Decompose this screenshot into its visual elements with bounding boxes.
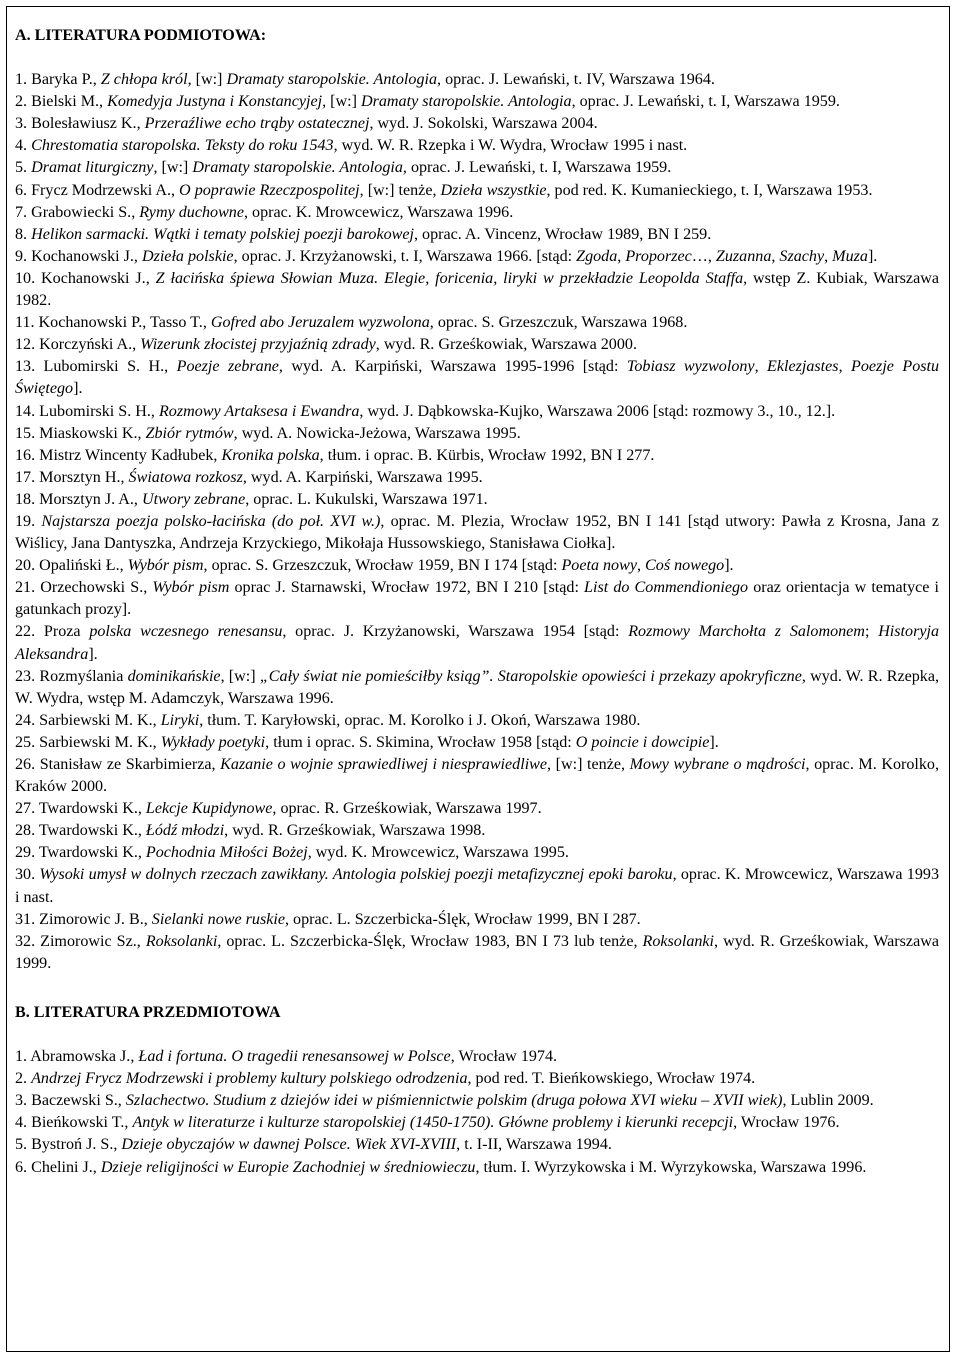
bibliography-entry	[15, 268, 939, 312]
entry-text: , t. I-II, Warszawa 1994.	[456, 1136, 612, 1154]
entry-text: 2. Bielski M.,	[15, 93, 108, 111]
entry-text: ].	[709, 733, 719, 751]
entry-text: , tłum. T. Karyłowski, oprac. M. Korolko i J. Okoń, Warszawa 1980.	[199, 711, 641, 729]
entry-title: Liryki	[160, 711, 200, 729]
entry-title: Roksolanki	[642, 932, 715, 950]
bibliography-entry	[15, 555, 939, 577]
bibliography-entry	[15, 1090, 939, 1112]
entry-text: 16. Mistrz Wincenty Kadłubek,	[15, 446, 222, 464]
entry-title: Poezje Postu Świętego	[15, 358, 940, 398]
entry-title: Wizerunk złocistej przyjaźnią zdrady	[140, 336, 376, 354]
entry-title: O poincie i dowcipie	[575, 733, 710, 751]
entry-title: Mowy wybrane o mądrości	[629, 756, 806, 773]
entry-title: polska wczesnego renesansu	[89, 623, 283, 641]
entry-title: Dramaty staropolskie. Antologia	[192, 159, 403, 177]
bibliography-entry	[15, 69, 939, 91]
entry-text: , oprac. J. Lewański, t. I, Warszawa 1959.	[402, 159, 672, 177]
bibliography-entry	[15, 511, 939, 555]
bibliography-entry	[15, 1157, 939, 1179]
entry-text: , [w:]	[220, 667, 260, 685]
bibliography-entry	[15, 224, 939, 246]
entry-title: Kazanie o wojnie sprawiedliwej i niesprawiedliwe	[220, 756, 548, 773]
entry-text: ].	[88, 645, 98, 663]
entry-text: , wyd. W. R. Rzepka i W. Wydra, Wrocław 1995 i nast.	[333, 137, 688, 155]
entry-text: 4. Bieńkowski T.,	[15, 1114, 133, 1132]
entry-title: Tobiasz wyzwolony	[626, 358, 755, 376]
entry-text: , oprac. A. Vincenz, Wrocław 1989, BN I 259.	[413, 225, 712, 243]
entry-title: Ład i fortuna. O tragedii renesansowej w Polsce	[138, 1048, 451, 1066]
entry-text: 4.	[15, 137, 32, 155]
entry-text: , tłum. i oprac. B. Kürbis, Wrocław 1992, BN I 277.	[319, 446, 655, 464]
entry-text: , wyd. A. Karpiński, Warszawa 1995.	[242, 468, 483, 486]
entry-title: Szachy	[779, 247, 825, 265]
entry-text: ].	[867, 247, 878, 265]
entry-title: Antyk w literaturze i kulturze staropolskiej (1450-1750). Główne problemy i kierunki recepcji	[132, 1114, 734, 1132]
bibliography-entry	[15, 864, 939, 908]
section-b-heading: B. LITERATURA PRZEDMIOTOWA	[15, 1003, 281, 1021]
entry-title: Historyja Aleksandra	[15, 623, 939, 663]
entry-title: Łódź młodzi	[145, 822, 225, 840]
entry-text: ,	[617, 247, 626, 265]
entry-title: Wybór pism	[127, 557, 204, 575]
page-border	[6, 6, 950, 1352]
bibliography-entry	[15, 489, 939, 511]
entry-text: 1. Baryka P.,	[15, 71, 101, 89]
bibliography-entry	[15, 246, 939, 268]
entry-title: Przeraźliwe echo trąby ostatecznej	[144, 115, 370, 133]
bibliography-entry	[15, 909, 939, 931]
entry-text: , Wrocław 1974.	[450, 1048, 558, 1066]
entry-title: Roksolanki	[145, 932, 218, 950]
entry-text: , oprac. J. Lewański, t. I, Warszawa 1959.	[571, 93, 840, 111]
entry-title: Rozmowy Marchołta z Salomonem	[628, 623, 865, 641]
section-a-list	[15, 69, 939, 975]
bibliography-entry	[15, 710, 939, 732]
entry-title: Zbiór rytmów	[145, 424, 234, 442]
bibliography-entry	[15, 445, 939, 467]
entry-title: Komedyja Justyna i Konstancyjej	[107, 93, 323, 111]
entry-text: 1. Abramowska J.,	[15, 1048, 139, 1066]
entry-text: 14. Lubomirski S. H.,	[15, 402, 159, 420]
entry-text: , [w:]	[153, 159, 193, 177]
entry-title: Poeta nowy	[561, 557, 637, 575]
entry-text: , tłum i oprac. S. Skimina, Wrocław 1958 [stąd:	[265, 733, 576, 751]
entry-text: , wyd. R. Grześkowiak, Warszawa 1998.	[224, 822, 486, 840]
bibliography-entry	[15, 1068, 939, 1090]
bibliography-entry	[15, 798, 939, 820]
entry-text: 2.	[15, 1070, 32, 1088]
entry-text: 31. Zimorowic J. B.,	[15, 910, 152, 928]
bibliography-entry	[15, 732, 939, 754]
entry-title: Z łacińska śpiewa Słowian Muza. Elegie, foricenia, liryki w przekładzie Leopolda Staffa	[155, 269, 744, 287]
entry-title: Poezje zebrane	[176, 358, 279, 376]
bibliography-entry	[15, 467, 939, 489]
entry-text: , oprac. M. Plezia, Wrocław 1952, BN I 141 [stąd utwory: Pawła z Krosna, Jana z Wiślicy, Jana Dantyszka, Andrzeja Krzyckiego, Mikołaja Hussowskiego, Stanisława Ciołka].	[15, 512, 940, 553]
entry-text: , oprac. J. Krzyżanowski, Warszawa 1954 [stąd:	[282, 623, 629, 641]
entry-text: 5. Bystroń J. S.,	[15, 1136, 122, 1154]
entry-text: 5.	[15, 159, 32, 177]
entry-text: , oprac. K. Mrowcewicz, Warszawa 1993 i nast.	[15, 866, 939, 906]
entry-text: 24. Sarbiewski M. K.,	[15, 711, 161, 729]
bibliography-entry	[15, 754, 939, 798]
entry-text: ,	[771, 247, 780, 265]
entry-text: ,	[754, 358, 768, 376]
bibliography-entry	[15, 113, 939, 135]
entry-text: 17. Morsztyn H.,	[15, 468, 129, 486]
entry-title: Zuzanna	[715, 247, 772, 265]
bibliography-entry	[15, 334, 939, 356]
entry-title: Dzieła polskie	[141, 247, 234, 265]
entry-text: 22. Proza	[15, 623, 90, 641]
entry-text: 18. Morsztyn J. A.,	[15, 490, 142, 508]
bibliography-entry	[15, 202, 939, 224]
bibliography-entry	[15, 666, 939, 710]
entry-title: Dramaty staropolskie. Antologia	[226, 71, 438, 89]
entry-title: Światowa rozkosz	[128, 468, 243, 486]
entry-text: 32. Zimorowic Sz.,	[15, 932, 146, 950]
entry-title: Rymy duchowne	[139, 203, 244, 221]
entry-text: , oprac. M. Korolko, Kraków 2000.	[15, 756, 939, 796]
bibliography-entry	[15, 135, 939, 157]
entry-text: 7. Grabowiecki S.,	[15, 203, 140, 221]
entry-text: ,	[838, 358, 852, 376]
entry-text: 12. Korczyński A.,	[15, 336, 141, 354]
entry-title: Gofred abo Jeruzalem wyzwolona	[210, 314, 430, 332]
entry-text: , wyd. W. R. Rzepka, W. Wydra, wstęp M. Adamczyk, Warszawa 1996.	[15, 667, 939, 707]
entry-title: O poprawie Rzeczpospolitej	[179, 181, 360, 199]
entry-text: , wyd. J. Sokolski, Warszawa 2004.	[369, 115, 598, 133]
entry-text: , wyd. R. Grześkowiak, Warszawa 1999.	[15, 932, 939, 972]
entry-text: , wyd. R. Grześkowiak, Warszawa 2000.	[375, 336, 637, 354]
entry-text: , Wrocław 1976.	[733, 1114, 840, 1132]
entry-title: Wybór pism	[152, 579, 230, 597]
entry-text: oraz orientacja w tematyce i gatunkach prozy].	[15, 579, 940, 619]
entry-title: Najstarsza poezja polsko-łacińska (do poł. XVI w.)	[41, 512, 381, 530]
entry-text: , wyd. A. Nowicka-Jeżowa, Warszawa 1995.	[233, 424, 521, 442]
entry-title: Muza	[832, 247, 868, 265]
bibliography-entry	[15, 842, 939, 864]
bibliography-entry	[15, 621, 939, 665]
entry-title: Andrzej Frycz Modrzewski i problemy kultury polskiego odrodzenia	[31, 1070, 468, 1088]
entry-title: Z chłopa król	[100, 71, 188, 89]
entry-text: 3. Bolesławiusz K.,	[15, 115, 145, 133]
entry-text: ].	[73, 380, 83, 398]
entry-title: „Cały świat nie pomieściłby ksiąg”. Staropolskie opowieści i przekazy apokryficzne	[259, 667, 802, 685]
entry-text: , oprac. S. Grzeszczuk, Warszawa 1968.	[429, 314, 688, 332]
entry-title: Eklezjastes	[767, 358, 839, 376]
entry-text: 27. Twardowski K.,	[15, 800, 146, 818]
entry-text: 29. Twardowski K.,	[15, 844, 146, 862]
entry-title: Utwory zebrane	[141, 490, 246, 508]
entry-text: , wyd. K. Mrowcewicz, Warszawa 1995.	[307, 844, 569, 862]
entry-title: Dzieje religijności w Europie Zachodniej w średniowieczu	[100, 1158, 476, 1176]
entry-title: Proporzec	[625, 247, 692, 265]
entry-title: Szlachectwo. Studium z dziejów idei w piśmiennictwie polskim (druga połowa XVI wieku – XVII wiek)	[125, 1092, 783, 1110]
entry-text: , oprac. R. Grześkowiak, Warszawa 1997.	[272, 800, 542, 818]
entry-title: Sielanki nowe ruskie	[151, 910, 285, 928]
entry-text: 6. Chelini J.,	[15, 1158, 101, 1176]
entry-title: Chrestomatia staropolska. Teksty do roku 1543	[31, 137, 334, 155]
entry-title: Coś nowego	[645, 557, 725, 575]
entry-text: 20. Opaliński Ł.,	[15, 557, 128, 575]
entry-text: 28. Twardowski K.,	[15, 822, 146, 840]
bibliography-entry	[15, 157, 939, 179]
bibliography-entry	[15, 312, 939, 334]
entry-text: 9. Kochanowski J.,	[15, 247, 142, 265]
entry-text: 10. Kochanowski J.,	[15, 269, 156, 287]
entry-text: , oprac. K. Mrowcewicz, Warszawa 1996.	[244, 203, 514, 221]
entry-text: ,	[637, 557, 646, 575]
entry-text: , oprac. J. Lewański, t. IV, Warszawa 1964.	[437, 71, 715, 89]
entry-title: Dramaty staropolskie. Antologia	[361, 93, 572, 111]
bibliography-entry	[15, 1134, 939, 1156]
entry-text: , oprac. J. Krzyżanowski, t. I, Warszawa 1966. [stąd:	[233, 247, 577, 265]
entry-title: Dzieła wszystkie	[440, 181, 547, 199]
entry-title: Rozmowy Artaksesa i Ewandra	[158, 402, 360, 420]
entry-text: 15. Miaskowski K.,	[15, 424, 146, 442]
entry-title: Kronika polska	[221, 446, 320, 464]
entry-text: , tłum. I. Wyrzykowska i M. Wyrzykowska, Warszawa 1996.	[475, 1158, 867, 1176]
entry-text: 23. Rozmyślania	[15, 667, 128, 685]
bibliography-entry	[15, 1112, 939, 1134]
entry-title: Helikon sarmacki. Wątki i tematy polskiej poezji barokowej	[31, 225, 414, 243]
entry-text: , wyd. J. Dąbkowska-Kujko, Warszawa 2006 [stąd: rozmowy 3., 10., 12.].	[359, 402, 836, 420]
entry-text: 21. Orzechowski S.,	[15, 579, 153, 597]
entry-text: , wyd. A. Karpiński, Warszawa 1995-1996 [stąd:	[278, 358, 627, 376]
entry-text: , [w:]	[187, 71, 227, 89]
entry-text: , [w:] tenże,	[547, 756, 630, 773]
entry-text: , oprac. L. Kukulski, Warszawa 1971.	[245, 490, 488, 508]
bibliography-entry	[15, 1046, 939, 1068]
entry-title: Dzieje obyczajów w dawnej Polsce. Wiek XVI-XVIII	[121, 1136, 457, 1154]
entry-text: 8.	[15, 225, 32, 243]
entry-text: , pod red. T. Bieńkowskiego, Wrocław 1974.	[467, 1070, 756, 1088]
entry-text: ].	[724, 557, 734, 575]
entry-text: , pod red. K. Kumanieckiego, t. I, Warszawa 1953.	[546, 181, 873, 199]
entry-text: 30.	[15, 866, 40, 884]
bibliography-entry	[15, 931, 939, 975]
bibliography-entry	[15, 180, 939, 202]
entry-title: Wysoki umysł w dolnych rzeczach zawikłany. Antologia polskiej poezji metafizycznej epoki baroku	[39, 866, 673, 884]
entry-title: Wykłady poetyki	[160, 733, 266, 751]
bibliography-entry	[15, 91, 939, 113]
bibliography-entry	[15, 577, 939, 621]
entry-text: 3. Baczewski S.,	[15, 1092, 126, 1110]
entry-title: dominikańskie	[127, 667, 221, 685]
section-a-heading: A. LITERATURA PODMIOTOWA:	[15, 27, 267, 44]
entry-text: …,	[691, 247, 716, 265]
entry-text: , [w:]	[322, 93, 361, 111]
entry-text: ;	[864, 623, 879, 641]
entry-text: , oprac. L. Szczerbicka-Ślęk, Wrocław 1999, BN I 287.	[285, 910, 641, 928]
entry-title: Dramat liturgiczny	[31, 159, 154, 177]
entry-text: 25. Sarbiewski M. K.,	[15, 733, 161, 751]
bibliography-entry	[15, 401, 939, 423]
bibliography-entry	[15, 820, 939, 842]
entry-text: , oprac. S. Grzeszczuk, Wrocław 1959, BN I 174 [stąd:	[203, 557, 562, 575]
entry-title: Zgoda	[576, 247, 618, 265]
section-b-list	[15, 1046, 939, 1179]
entry-title: List do Commendioniego	[584, 579, 749, 597]
entry-text: 26. Stanisław ze Skarbimierza,	[15, 756, 221, 773]
entry-text: 11. Kochanowski P., Tasso T.,	[15, 314, 211, 332]
entry-text: , [w:] tenże,	[359, 181, 441, 199]
bibliography-entry	[15, 423, 939, 445]
entry-text: oprac J. Starnawski, Wrocław 1972, BN I 210 [stąd:	[229, 579, 585, 597]
entry-text: , oprac. L. Szczerbicka-Ślęk, Wrocław 1983, BN I 73 lub tenże,	[217, 932, 643, 950]
document-body	[15, 17, 939, 1179]
entry-text: , wstęp Z. Kubiak, Warszawa 1982.	[15, 269, 939, 310]
bibliography-entry	[15, 356, 939, 400]
entry-text: 13. Lubomirski S. H.,	[15, 358, 177, 376]
entry-text: 6. Frycz Modrzewski A.,	[15, 181, 180, 199]
entry-title: Lekcje Kupidynowe	[145, 800, 273, 818]
entry-text: 19.	[15, 512, 42, 530]
entry-text: , Lublin 2009.	[782, 1092, 874, 1110]
entry-title: Pochodnia Miłości Bożej	[145, 844, 308, 862]
entry-text: ,	[824, 247, 833, 265]
